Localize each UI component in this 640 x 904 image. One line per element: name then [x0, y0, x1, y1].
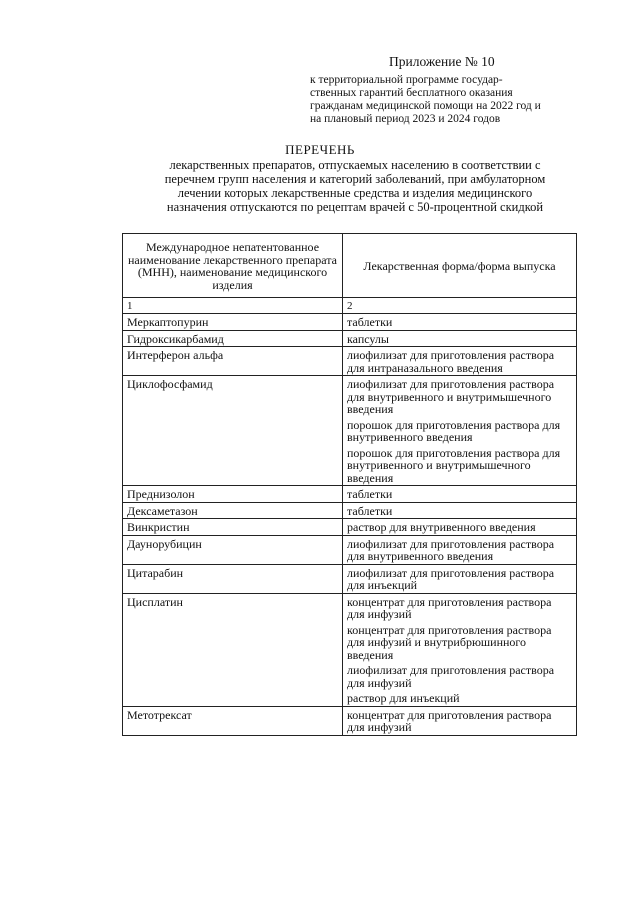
- appendix-subtitle-line: к территориальной программе государ-: [310, 74, 503, 86]
- dosage-form-cell: [343, 486, 577, 503]
- dosage-form: капсулы: [347, 331, 389, 346]
- column-number: 1: [123, 298, 343, 314]
- dosage-form: таблетки: [347, 315, 393, 329]
- dosage-form-cell: [343, 706, 577, 735]
- dosage-form: раствор для инъекций: [347, 691, 460, 705]
- table-row: [123, 376, 577, 486]
- dosage-form: концентрат для приготовления раствора для инфузий: [347, 594, 552, 621]
- document-subtitle-line: лечении которых лекарственные средства и изделия медицинского: [177, 186, 533, 200]
- document-subtitle-line: лекарственных препаратов, отпускаемых населению в соответствии с: [169, 158, 541, 172]
- dosage-form-cell: [343, 330, 577, 347]
- appendix-subtitle-line: на плановый период 2023 и 2024 годов: [310, 113, 501, 125]
- dosage-form: лиофилизат для приготовления раствора для интраназального введения: [347, 348, 555, 375]
- table-body: [123, 314, 577, 736]
- dosage-form: концентрат для приготовления раствора для инфузий и внутрибрюшинного введения: [347, 622, 552, 662]
- document-subtitle-line: назначения отпускаются по рецептам врачей с 50-процентной скидкой: [166, 200, 544, 214]
- document-subtitle-line: перечнем групп населения и категорий заболеваний, при амбулаторном: [164, 172, 546, 186]
- dosage-form: лиофилизат для приготовления раствора для внутривенного и внутримышечного введения: [347, 377, 555, 416]
- drug-name-cell: Метотрексат: [123, 706, 343, 735]
- document-subtitle: [120, 158, 590, 214]
- dosage-form-cell: [343, 314, 577, 331]
- table-row: [123, 706, 577, 735]
- table-row: [123, 535, 577, 564]
- drug-name-cell: Цисплатин: [123, 593, 343, 706]
- drug-name-cell: Дексаметазон: [123, 502, 343, 519]
- table-row: [123, 519, 577, 536]
- drug-name-cell: Преднизолон: [123, 486, 343, 503]
- drug-name-cell: Интерферон альфа: [123, 347, 343, 376]
- appendix-subtitle: [310, 74, 582, 126]
- table-row: [123, 564, 577, 593]
- dosage-form-cell: [343, 502, 577, 519]
- table-row: [123, 486, 577, 503]
- dosage-form-cell: [343, 535, 577, 564]
- document-title: ПЕРЕЧЕНЬ: [285, 142, 355, 157]
- dosage-form: порошок для приготовления раствора для внутривенного введения: [347, 417, 561, 444]
- dosage-form: лиофилизат для приготовления раствора для внутривенного введения: [347, 536, 555, 563]
- drug-name-cell: Меркаптопурин: [123, 314, 343, 331]
- appendix-subtitle-line: гражданам медицинской помощи на 2022 год и: [310, 100, 541, 112]
- dosage-form: лиофилизат для приготовления раствора для инфузий: [347, 663, 555, 690]
- drug-name-cell: Даунорубицин: [123, 535, 343, 564]
- drug-name-cell: Винкристин: [123, 519, 343, 536]
- column-header-dosage-form: Лекарственная форма/форма выпуска: [343, 234, 577, 298]
- dosage-form-cell: [343, 564, 577, 593]
- dosage-form: порошок для приготовления раствора для внутривенного и внутримышечного введения: [347, 445, 561, 485]
- dosage-form: концентрат для приготовления раствора для инфузий: [347, 707, 552, 734]
- dosage-form: таблетки: [347, 503, 393, 518]
- drug-name-cell: Гидроксикарбамид: [123, 330, 343, 347]
- column-number: 2: [343, 298, 577, 314]
- table-row: [123, 347, 577, 376]
- dosage-form: лиофилизат для приготовления раствора для инъекций: [347, 565, 555, 592]
- table-row: [123, 502, 577, 519]
- table-header-row: [123, 234, 577, 298]
- dosage-form-cell: [343, 376, 577, 486]
- table-row: [123, 593, 577, 706]
- column-number-row: [123, 298, 577, 314]
- table-row: [123, 314, 577, 331]
- dosage-form-cell: [343, 347, 577, 376]
- appendix-title: Приложение № 10: [389, 54, 495, 69]
- dosage-form: таблетки: [347, 487, 393, 501]
- appendix-subtitle-line: ственных гарантий бесплатного оказания: [310, 87, 513, 99]
- drug-list-table: [122, 233, 577, 736]
- dosage-form: раствор для внутривенного введения: [347, 520, 536, 534]
- dosage-form-cell: [343, 519, 577, 536]
- dosage-form-cell: [343, 593, 577, 706]
- drug-name-cell: Цитарабин: [123, 564, 343, 593]
- table-row: [123, 330, 577, 347]
- column-header-drug-name: Международное непатентованное наименование лекарственного препарата (МНН), наименование медицинского изделия: [123, 234, 343, 298]
- drug-name-cell: Циклофосфамид: [123, 376, 343, 486]
